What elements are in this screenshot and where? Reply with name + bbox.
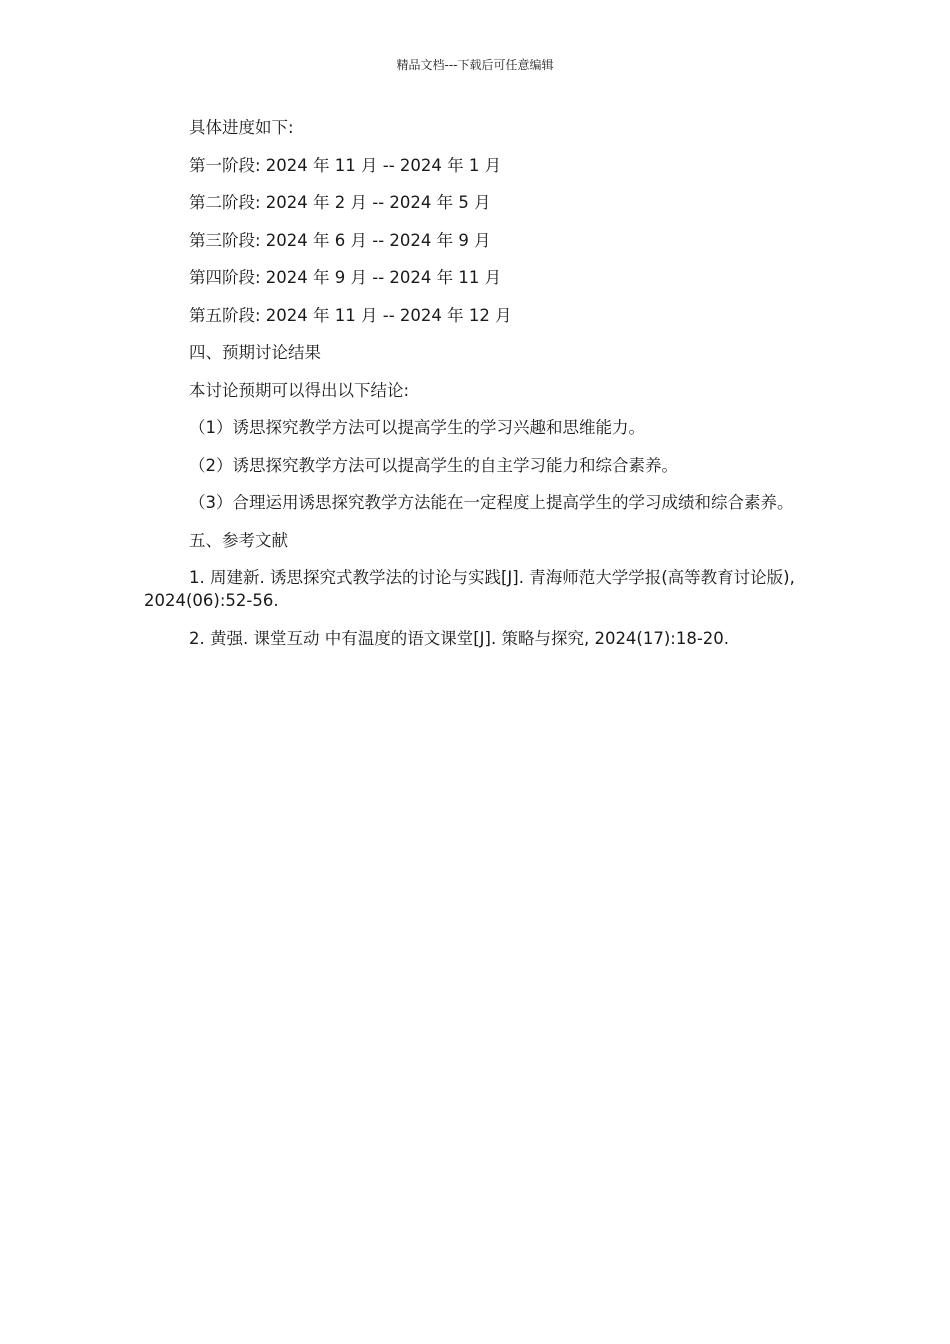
conclusion-3: （3）合理运用诱思探究教学方法能在一定程度上提高学生的学习成绩和综合素养。 <box>189 493 794 512</box>
reference-1: 1. 周建新. 诱思探究式教学法的讨论与实践[J]. 青海师范大学学报(高等教育讨论版), 2024(06):52-56. <box>144 568 801 610</box>
phase-4: 第四阶段: 2024 年 9 月 -- 2024 年 11 月 <box>189 268 502 287</box>
phase-3: 第三阶段: 2024 年 6 月 -- 2024 年 9 月 <box>189 230 491 250</box>
section-heading-expected-results: 四、预期讨论结果 <box>189 343 321 362</box>
schedule-intro: 具体进度如下: <box>189 118 294 137</box>
phase-5: 第五阶段: 2024 年 11 月 -- 2024 年 12 月 <box>189 305 512 325</box>
conclusion-1: （1）诱思探究教学方法可以提高学生的学习兴趣和思维能力。 <box>189 418 645 437</box>
page-header: 精品文档---下载后可任意编辑 <box>396 58 554 72</box>
section-heading-references: 五、参考文献 <box>189 530 288 550</box>
reference-2: 2. 黄强. 课堂互动 中有温度的语文课堂[J]. 策略与探究, 2024(17):18-20. <box>189 628 730 648</box>
conclusion-2: （2）诱思探究教学方法可以提高学生的自主学习能力和综合素养。 <box>189 455 678 475</box>
phase-1: 第一阶段: 2024 年 11 月 -- 2024 年 1 月 <box>189 155 502 175</box>
document-body <box>144 116 809 664</box>
conclusion-intro: 本讨论预期可以得出以下结论: <box>189 380 410 400</box>
phase-2: 第二阶段: 2024 年 2 月 -- 2024 年 5 月 <box>189 193 491 212</box>
